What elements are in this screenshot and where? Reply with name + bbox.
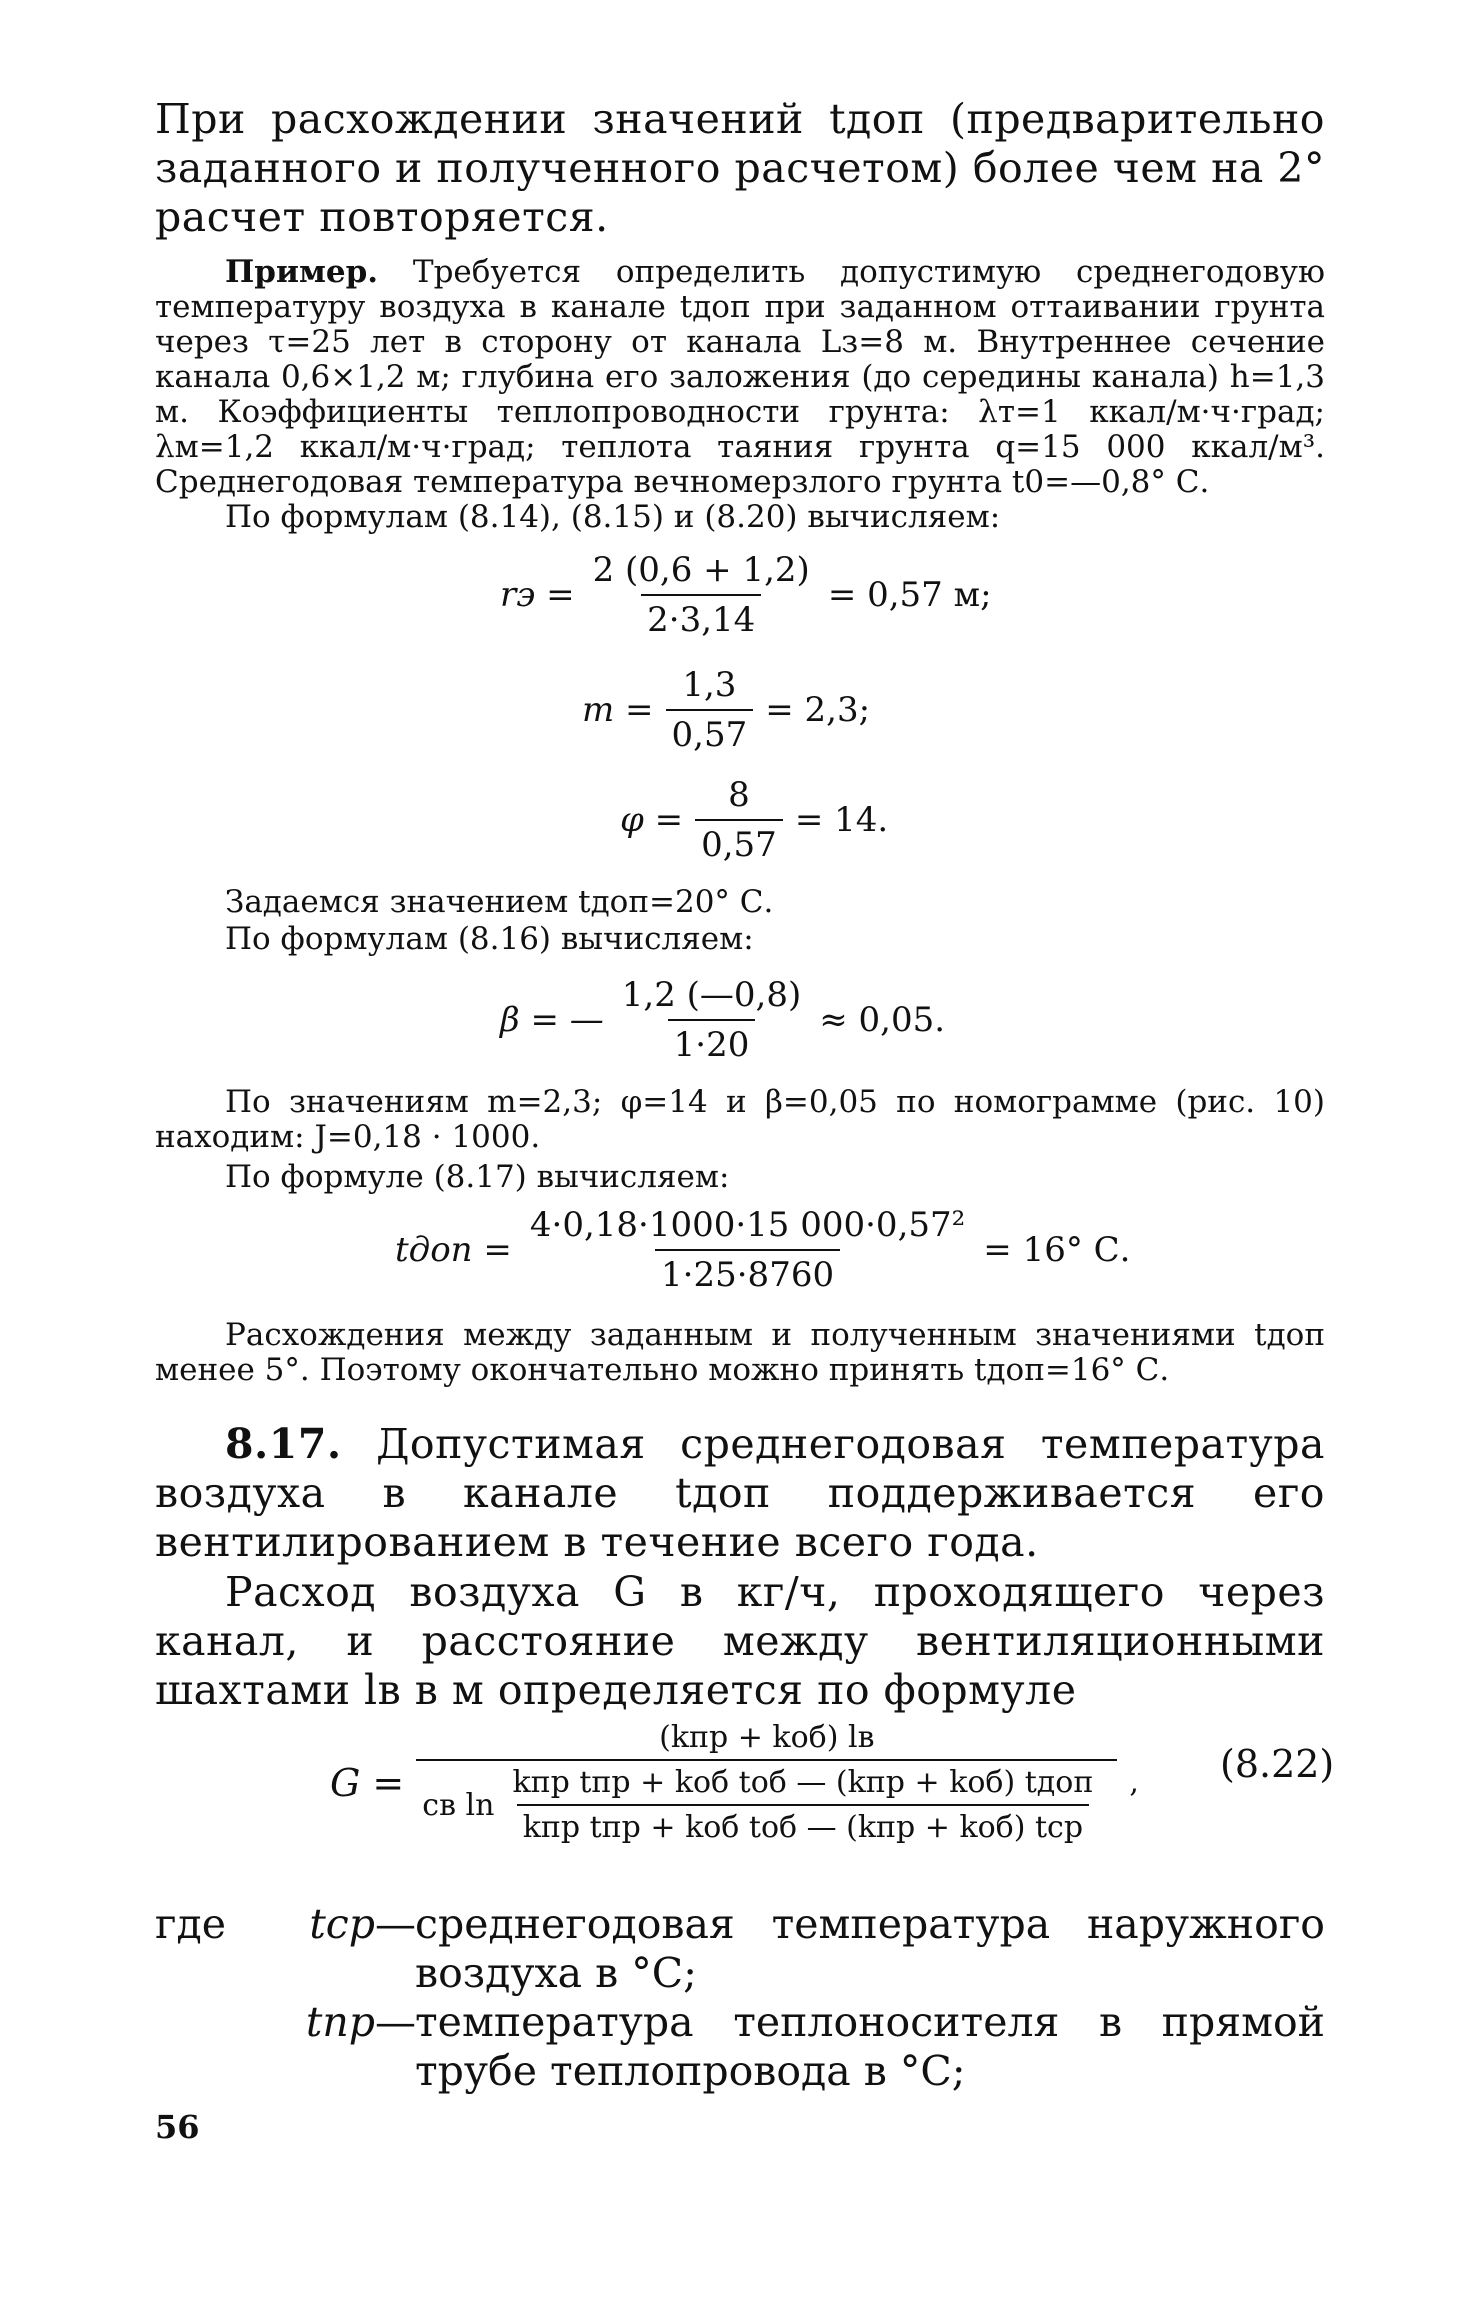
eq-tdop-num: 4·0,18·1000·15 000·0,57² (529, 1205, 966, 1245)
definition-symbol: tпр (305, 1998, 375, 2046)
eq-G-lhs: G = (330, 1760, 405, 1805)
eq-G-den (416, 1759, 1117, 1845)
eq-r-lhs: rэ = (500, 575, 575, 615)
eq-G-inner-den: kпр tпр + kоб tоб — (kпр + kоб) tср (517, 1804, 1089, 1845)
airflow-paragraph: Расход воздуха G в кг/ч, проходящего через канал, и расстояние между вентиляционными шахтами lв в м определяется по формуле (155, 1568, 1325, 1714)
equation-r (500, 550, 992, 640)
eq-m-rhs: = 2,3; (765, 690, 871, 730)
equation-G (330, 1720, 1139, 1845)
example-paragraph (155, 255, 1325, 500)
eq-G-inner-fraction (506, 1765, 1099, 1845)
equation-beta (500, 975, 945, 1065)
formula-816-line: По формулам (8.16) вычисляем: (225, 921, 754, 957)
definition-row (155, 1900, 1325, 1998)
eq-beta-lhs: β = — (500, 1000, 604, 1040)
definition-text: температура теплоносителя в прямой трубе теплопровода в °С; (415, 1998, 1325, 2095)
eq-G-trail: , (1129, 1765, 1139, 1800)
definition-row (155, 1998, 1325, 2096)
eq-r-fraction (587, 550, 816, 640)
eq-G-num: (kпр + kоб) lв (659, 1720, 875, 1755)
equation-phi (620, 775, 888, 865)
eq-phi-lhs: φ = (620, 800, 684, 840)
section-number: 8.17. (225, 1420, 342, 1468)
eq-tdop-rhs: = 16° С. (983, 1230, 1131, 1270)
eq-G-fraction (416, 1720, 1117, 1845)
eq-beta-num: 1,2 (—0,8) (621, 975, 802, 1015)
definitions-list (155, 1900, 1325, 2096)
eq-r-num: 2 (0,6 + 1,2) (592, 550, 810, 590)
eq-beta-den: 1·20 (668, 1019, 756, 1065)
definition-dash: — (375, 1998, 416, 2046)
eq-G-den-prefix: cв ln (422, 1787, 495, 1823)
definition-symbol: tср (309, 1900, 375, 1948)
equation-number: (8.22) (1220, 1742, 1335, 1786)
eq-beta-rhs: ≈ 0,05. (819, 1000, 946, 1040)
eq-phi-rhs: = 14. (794, 800, 889, 840)
eq-tdop-lhs: tдоп = (395, 1230, 512, 1270)
eq-phi-den: 0,57 (695, 819, 783, 865)
eq-m-fraction (666, 665, 754, 755)
eq-phi-fraction (695, 775, 783, 865)
eq-m-lhs: m = (582, 690, 654, 730)
page-number: 56 (155, 2108, 200, 2146)
formulas-ref: По формулам (8.14), (8.15) и (8.20) вычисляем: (225, 499, 1001, 535)
eq-m-num: 1,3 (682, 665, 737, 705)
intro-paragraph: При расхождении значений tдоп (предварительно заданного и полученного расчетом) более чем на 2° расчет повторяется. (155, 95, 1325, 241)
eq-G-inner-num: kпр tпр + kоб tоб — (kпр + kоб) tдоп (512, 1765, 1094, 1800)
eq-tdop-fraction (524, 1205, 971, 1295)
definition-text: среднегодовая температура наружного воздуха в °С; (415, 1900, 1325, 1997)
eq-r-den: 2·3,14 (641, 594, 761, 640)
eq-r-rhs: = 0,57 м; (827, 575, 992, 615)
example-text: Требуется определить допустимую среднегодовую температуру воздуха в канале tдоп при заданном оттаивании грунта через τ=25 лет в сторону от канала Lз=8 м. Внутреннее сечение канала 0,6×1,2 м; глубина его заложения (до середины канала) h=1,3 м. Коэффициенты теплопроводности грунта: λт=1 ккал/м·ч·град; λм=1,2 ккал/м·ч·град; теплота таяния грунта q=15 000 ккал/м³. Среднегодовая температура вечномерзлого грунта t0=—0,8° С. (155, 254, 1326, 500)
definition-dash: — (375, 1900, 416, 1948)
section-text: Допустимая среднегодовая температура воздуха в канале tдоп поддерживается его вентилированием в течение всего года. (155, 1420, 1325, 1566)
eq-beta-fraction (616, 975, 807, 1065)
eq-phi-num: 8 (728, 775, 750, 815)
eq-tdop-den: 1·25·8760 (655, 1249, 840, 1295)
discrepancy-paragraph: Расхождения между заданным и полученным значениями tдоп менее 5°. Поэтому окончательно можно принять tдоп=16° С. (155, 1317, 1325, 1388)
where-word: где (155, 1900, 226, 1948)
eq-m-den: 0,57 (666, 709, 754, 755)
equation-m (582, 665, 870, 755)
equation-tdop (395, 1205, 1130, 1295)
set-value-line: Задаемся значением tдоп=20° С. (225, 884, 774, 920)
formula-817-line: По формуле (8.17) вычисляем: (225, 1159, 730, 1195)
nomogram-paragraph: По значениям m=2,3; φ=14 и β=0,05 по номограмме (рис. 10) находим: J=0,18 · 1000. (155, 1084, 1325, 1155)
example-label: Пример. (225, 254, 379, 290)
section-817-paragraph (155, 1420, 1325, 1567)
